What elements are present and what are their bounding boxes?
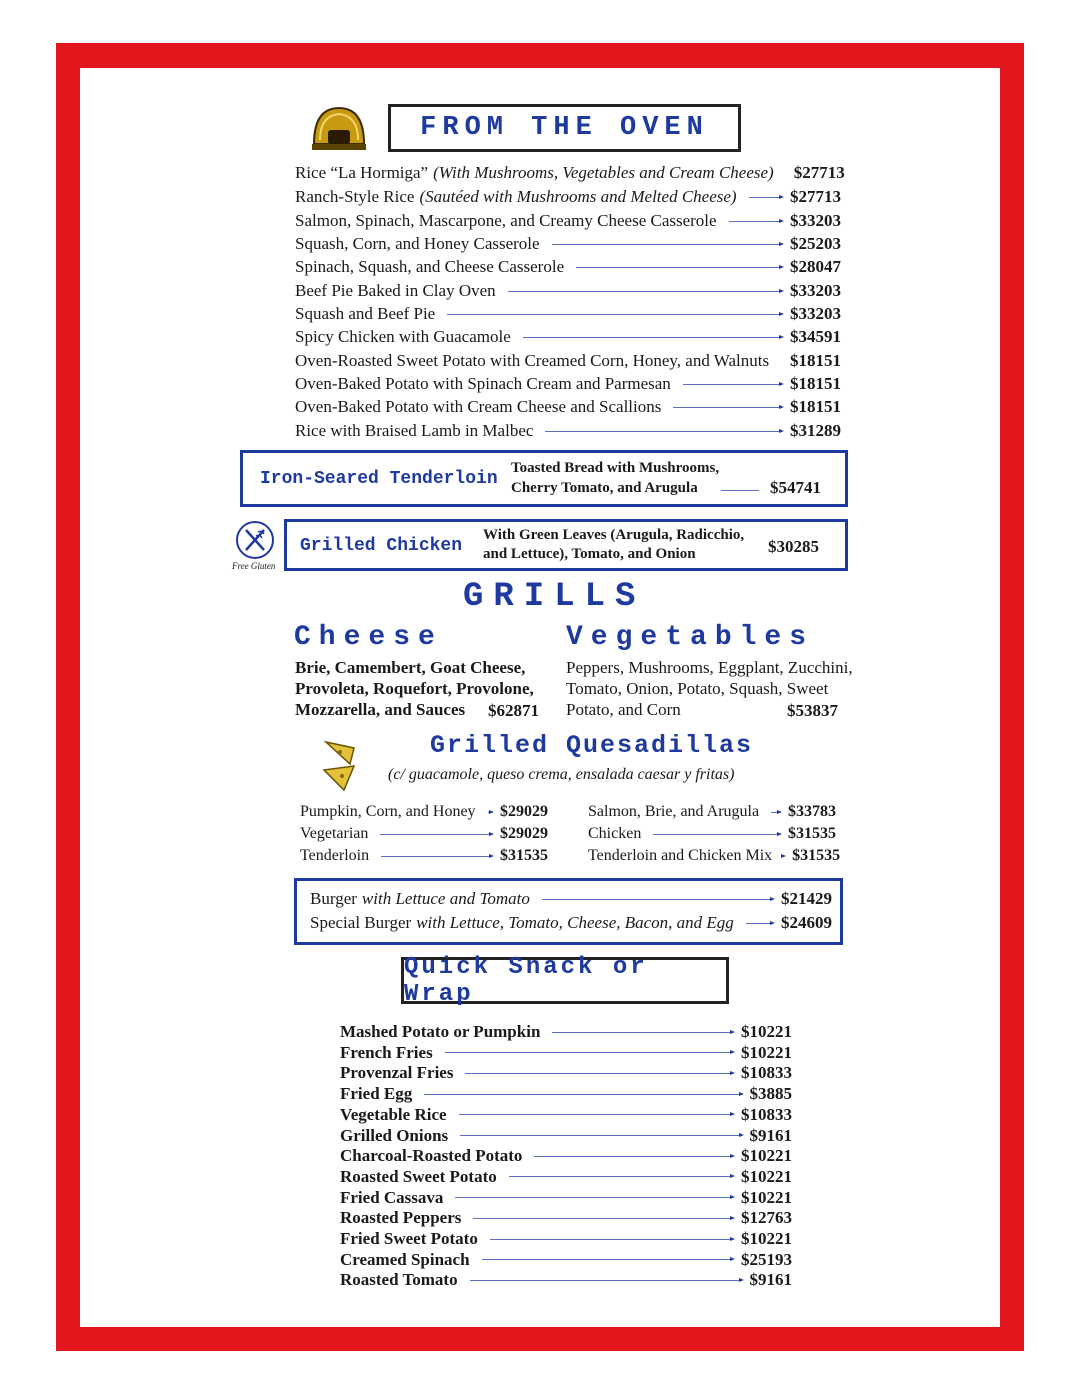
dotted-leader <box>488 812 492 813</box>
menu-item-price: $33203 <box>790 281 841 300</box>
dotted-leader <box>447 314 782 315</box>
menu-item-price: $29029 <box>500 825 548 842</box>
oven-section-title: FROM THE OVEN <box>388 104 741 152</box>
menu-item-name <box>295 304 435 324</box>
menu-item-label: Fried Egg <box>340 1084 413 1104</box>
dotted-leader <box>455 1197 733 1198</box>
snack-item <box>340 1188 792 1208</box>
gluten-free-icon <box>234 520 276 560</box>
dotted-leader <box>771 812 780 813</box>
quesadilla-item <box>588 824 836 844</box>
quesadilla-item <box>300 824 548 844</box>
menu-item-name <box>295 187 737 207</box>
dotted-leader <box>746 923 773 924</box>
tenderloin-leader <box>721 490 759 491</box>
snack-item <box>340 1208 792 1228</box>
menu-item-label: Creamed Spinach <box>340 1249 470 1269</box>
menu-item-label: Tenderloin <box>300 847 370 864</box>
menu-item-price: $10221 <box>741 1229 792 1248</box>
oven-item <box>295 421 841 441</box>
tenderloin-title: Iron-Seared Tenderloin <box>260 469 498 489</box>
menu-item-label: Oven-Baked Potato with Cream Cheese and Scallions <box>295 397 662 416</box>
tenderloin-desc-1: Toasted Bread with Mushrooms, <box>511 460 720 476</box>
cheese-line-3: Mozzarella, and Sauces <box>295 700 466 719</box>
menu-item-name <box>340 1043 433 1063</box>
dotted-leader <box>552 244 782 245</box>
menu-item-name <box>340 1229 478 1249</box>
menu-item-label: Fried Cassava <box>340 1187 444 1207</box>
dotted-leader <box>381 856 492 857</box>
snack-item <box>340 1250 792 1270</box>
menu-item-name <box>340 1188 443 1208</box>
menu-item-label: Beef Pie Baked in Clay Oven <box>295 281 496 300</box>
dotted-leader <box>508 291 782 292</box>
dotted-leader <box>673 407 782 408</box>
snack-item <box>340 1126 792 1146</box>
tenderloin-price: $54741 <box>770 478 821 497</box>
menu-item-label: Roasted Sweet Potato <box>340 1166 497 1186</box>
menu-item-name <box>588 846 772 866</box>
menu-item-price: $12763 <box>741 1208 792 1228</box>
menu-item-label: Oven-Baked Potato with Spinach Cream and Parmesan <box>295 374 671 393</box>
menu-item-price: $33203 <box>790 304 841 323</box>
snack-item <box>340 1146 792 1166</box>
menu-item-name <box>340 1167 497 1187</box>
menu-item-label: Salmon, Brie, and Arugula <box>588 803 760 820</box>
oven-item <box>295 187 841 207</box>
menu-item-label: Spicy Chicken with Guacamole <box>295 327 511 346</box>
menu-item-name <box>300 846 369 866</box>
menu-item-name <box>340 1022 540 1042</box>
menu-item-label: Roasted Tomato <box>340 1270 458 1290</box>
dotted-leader <box>460 1135 741 1136</box>
menu-item-label: Roasted Peppers <box>340 1208 462 1228</box>
snack-item <box>340 1022 792 1042</box>
menu-item-note: with Lettuce, Tomato, Cheese, Bacon, and Egg <box>416 913 734 932</box>
quesadilla-item <box>300 846 548 866</box>
menu-item-label: Spinach, Squash, and Cheese Casserole <box>295 257 565 276</box>
menu-item-label: Mashed Potato or Pumpkin <box>340 1022 541 1041</box>
menu-item-name <box>300 802 476 822</box>
dotted-leader <box>729 221 782 222</box>
vegetables-title: Vegetables <box>566 622 815 653</box>
menu-item-label: Ranch-Style Rice <box>295 187 415 206</box>
menu-item-price: $33203 <box>790 211 841 230</box>
oven-item <box>295 304 841 324</box>
menu-item-label: Special Burger <box>310 913 412 932</box>
menu-item-price: $28047 <box>790 257 841 276</box>
dotted-leader <box>545 431 782 432</box>
dotted-leader <box>542 899 773 900</box>
quesadilla-icon <box>320 738 360 794</box>
snack-item <box>340 1270 792 1290</box>
vegetables-price: $53837 <box>787 701 838 720</box>
dotted-leader <box>749 197 782 198</box>
menu-item-name <box>340 1146 522 1166</box>
menu-item-price: $27713 <box>790 187 841 206</box>
oven-item <box>295 351 841 371</box>
dotted-leader <box>470 1280 742 1281</box>
oven-item <box>295 257 841 277</box>
menu-item-name <box>295 327 511 347</box>
menu-item-label: Squash, Corn, and Honey Casserole <box>295 234 540 253</box>
chicken-title: Grilled Chicken <box>300 536 463 556</box>
menu-item-price: $10221 <box>741 1022 792 1041</box>
oven-item <box>295 211 841 231</box>
menu-item-label: Oven-Roasted Sweet Potato with Creamed Corn, Honey, and Walnuts <box>295 351 770 370</box>
snack-item <box>340 1043 792 1063</box>
tenderloin-desc-2: Cherry Tomato, and Arugula <box>511 480 698 496</box>
menu-item-note: (Sautéed with Mushrooms and Melted Cheese) <box>419 187 737 206</box>
menu-item-price: $34591 <box>790 327 841 346</box>
menu-item-label: Chicken <box>588 825 642 842</box>
menu-item-price: $24609 <box>781 913 832 932</box>
oven-item <box>295 327 841 347</box>
menu-item-name <box>295 421 533 441</box>
burger-item <box>310 913 832 933</box>
quesadillas-title: Grilled Quesadillas <box>430 731 754 760</box>
menu-item-price: $3885 <box>749 1084 792 1104</box>
menu-item-label: French Fries <box>340 1042 433 1062</box>
menu-item-label: Provenzal Fries <box>340 1063 454 1083</box>
menu-item-label: Rice with Braised Lamb in Malbec <box>295 421 534 440</box>
dotted-leader <box>683 384 782 385</box>
menu-item-name <box>295 281 496 301</box>
menu-item-name <box>340 1208 461 1228</box>
menu-item-price: $18151 <box>790 351 841 370</box>
oven-item <box>295 397 841 417</box>
grills-title: GRILLS <box>463 578 646 616</box>
menu-item-label: Tenderloin and Chicken Mix <box>588 847 773 864</box>
dotted-leader <box>653 834 780 835</box>
menu-item-price: $31535 <box>500 847 548 864</box>
menu-item-name <box>588 802 759 822</box>
menu-item-label: Squash and Beef Pie <box>295 304 436 323</box>
tenderloin-feature <box>240 450 848 507</box>
menu-item-name <box>340 1105 447 1125</box>
snack-item <box>340 1063 792 1083</box>
menu-item-price: $21429 <box>781 889 832 908</box>
oven-item <box>295 163 845 183</box>
menu-item-name <box>295 234 540 254</box>
snack-item <box>340 1229 792 1249</box>
menu-item-price: $18151 <box>790 397 841 416</box>
oven-item <box>295 234 841 254</box>
oven-item <box>295 374 841 394</box>
menu-item-price: $33783 <box>788 803 836 820</box>
menu-item-price: $31289 <box>790 421 841 440</box>
menu-item-price: $9161 <box>749 1270 792 1290</box>
menu-item-price: $27713 <box>793 163 845 182</box>
menu-item-name <box>340 1084 412 1104</box>
chicken-desc-1: With Green Leaves (Arugula, Radicchio, <box>483 527 745 543</box>
menu-item-price: $25203 <box>790 234 841 253</box>
menu-item-name <box>295 163 774 183</box>
menu-item-price: $29029 <box>500 803 548 820</box>
gluten-free-badge <box>232 520 282 572</box>
menu-item-price: $18151 <box>790 374 841 393</box>
vegetables-line-1: Peppers, Mushrooms, Eggplant, Zucchini, <box>566 658 853 677</box>
chicken-price: $30285 <box>768 537 819 556</box>
cheese-title: Cheese <box>294 622 443 653</box>
menu-item-label: Pumpkin, Corn, and Honey <box>300 803 476 820</box>
gluten-free-label: Free Gluten <box>232 561 276 571</box>
vegetables-line-2: Tomato, Onion, Potato, Squash, Sweet <box>566 679 829 698</box>
chicken-feature <box>284 519 848 571</box>
oven-item <box>295 281 841 301</box>
snack-section-title: Quick Snack or Wrap <box>401 957 729 1004</box>
cheese-price: $62871 <box>488 701 539 720</box>
dotted-leader <box>473 1218 733 1219</box>
menu-item-price: $25193 <box>741 1249 792 1269</box>
menu-item-name <box>295 257 564 277</box>
menu-item-name <box>295 397 661 417</box>
menu-item-name <box>588 824 641 844</box>
menu-item-label: Charcoal-Roasted Potato <box>340 1146 523 1166</box>
dotted-leader <box>509 1176 733 1177</box>
menu-item-price: $9161 <box>749 1125 792 1145</box>
quesadilla-item <box>588 802 836 822</box>
menu-item-label: Burger <box>310 889 357 908</box>
dotted-leader <box>380 834 492 835</box>
dotted-leader <box>459 1114 733 1115</box>
dotted-leader <box>445 1052 733 1053</box>
snack-item <box>340 1084 792 1104</box>
cheese-line-2: Provoleta, Roquefort, Provolone, <box>295 679 534 698</box>
oven-icon <box>310 104 368 152</box>
chicken-desc-2: and Lettuce), Tomato, and Onion <box>483 546 696 562</box>
menu-item-name <box>340 1250 470 1270</box>
menu-item-name <box>295 351 769 371</box>
menu-item-label: Rice “La Hormiga” <box>295 163 429 182</box>
dotted-leader <box>534 1156 733 1157</box>
menu-item-name <box>340 1126 448 1146</box>
menu-item-price: $10221 <box>741 1187 792 1207</box>
menu-item-note: (With Mushrooms, Vegetables and Cream Cheese) <box>433 163 774 182</box>
menu-item-name <box>340 1063 453 1083</box>
menu-item-price: $10833 <box>741 1063 792 1083</box>
dotted-leader <box>490 1239 733 1240</box>
dotted-leader <box>482 1259 733 1260</box>
menu-item-label: Grilled Onions <box>340 1125 449 1145</box>
dotted-leader <box>424 1094 741 1095</box>
menu-item-label: Fried Sweet Potato <box>340 1229 478 1248</box>
menu-item-price: $10833 <box>741 1104 792 1124</box>
menu-item-price: $10221 <box>741 1042 792 1062</box>
menu-item-label: Salmon, Spinach, Mascarpone, and Creamy Cheese Casserole <box>295 211 717 230</box>
menu-item-price: $31535 <box>792 847 841 864</box>
snack-item <box>340 1105 792 1125</box>
menu-item-note: with Lettuce and Tomato <box>361 889 530 908</box>
menu-item-name <box>295 374 671 394</box>
menu-item-name <box>310 913 734 933</box>
cheese-line-1: Brie, Camembert, Goat Cheese, <box>295 658 526 677</box>
dotted-leader <box>523 337 782 338</box>
menu-item-name <box>300 824 368 844</box>
menu-item-label: Vegetable Rice <box>340 1104 447 1124</box>
snack-item <box>340 1167 792 1187</box>
quesadilla-item <box>588 846 841 866</box>
dotted-leader <box>576 267 782 268</box>
menu-item-price: $10221 <box>741 1166 792 1186</box>
menu-item-price: $10221 <box>741 1146 792 1166</box>
menu-item-name <box>340 1270 458 1290</box>
menu-item-label: Vegetarian <box>300 825 369 842</box>
quesadilla-item <box>300 802 548 822</box>
dotted-leader <box>465 1073 733 1074</box>
menu-item-price: $31535 <box>788 825 836 842</box>
burger-item <box>310 889 832 909</box>
menu-item-name <box>310 889 530 909</box>
menu-item-name <box>295 211 717 231</box>
dotted-leader <box>552 1032 733 1033</box>
quesadillas-subtitle: (c/ guacamole, queso crema, ensalada caesar y fritas) <box>388 766 735 783</box>
vegetables-line-3: Potato, and Corn <box>566 700 681 719</box>
